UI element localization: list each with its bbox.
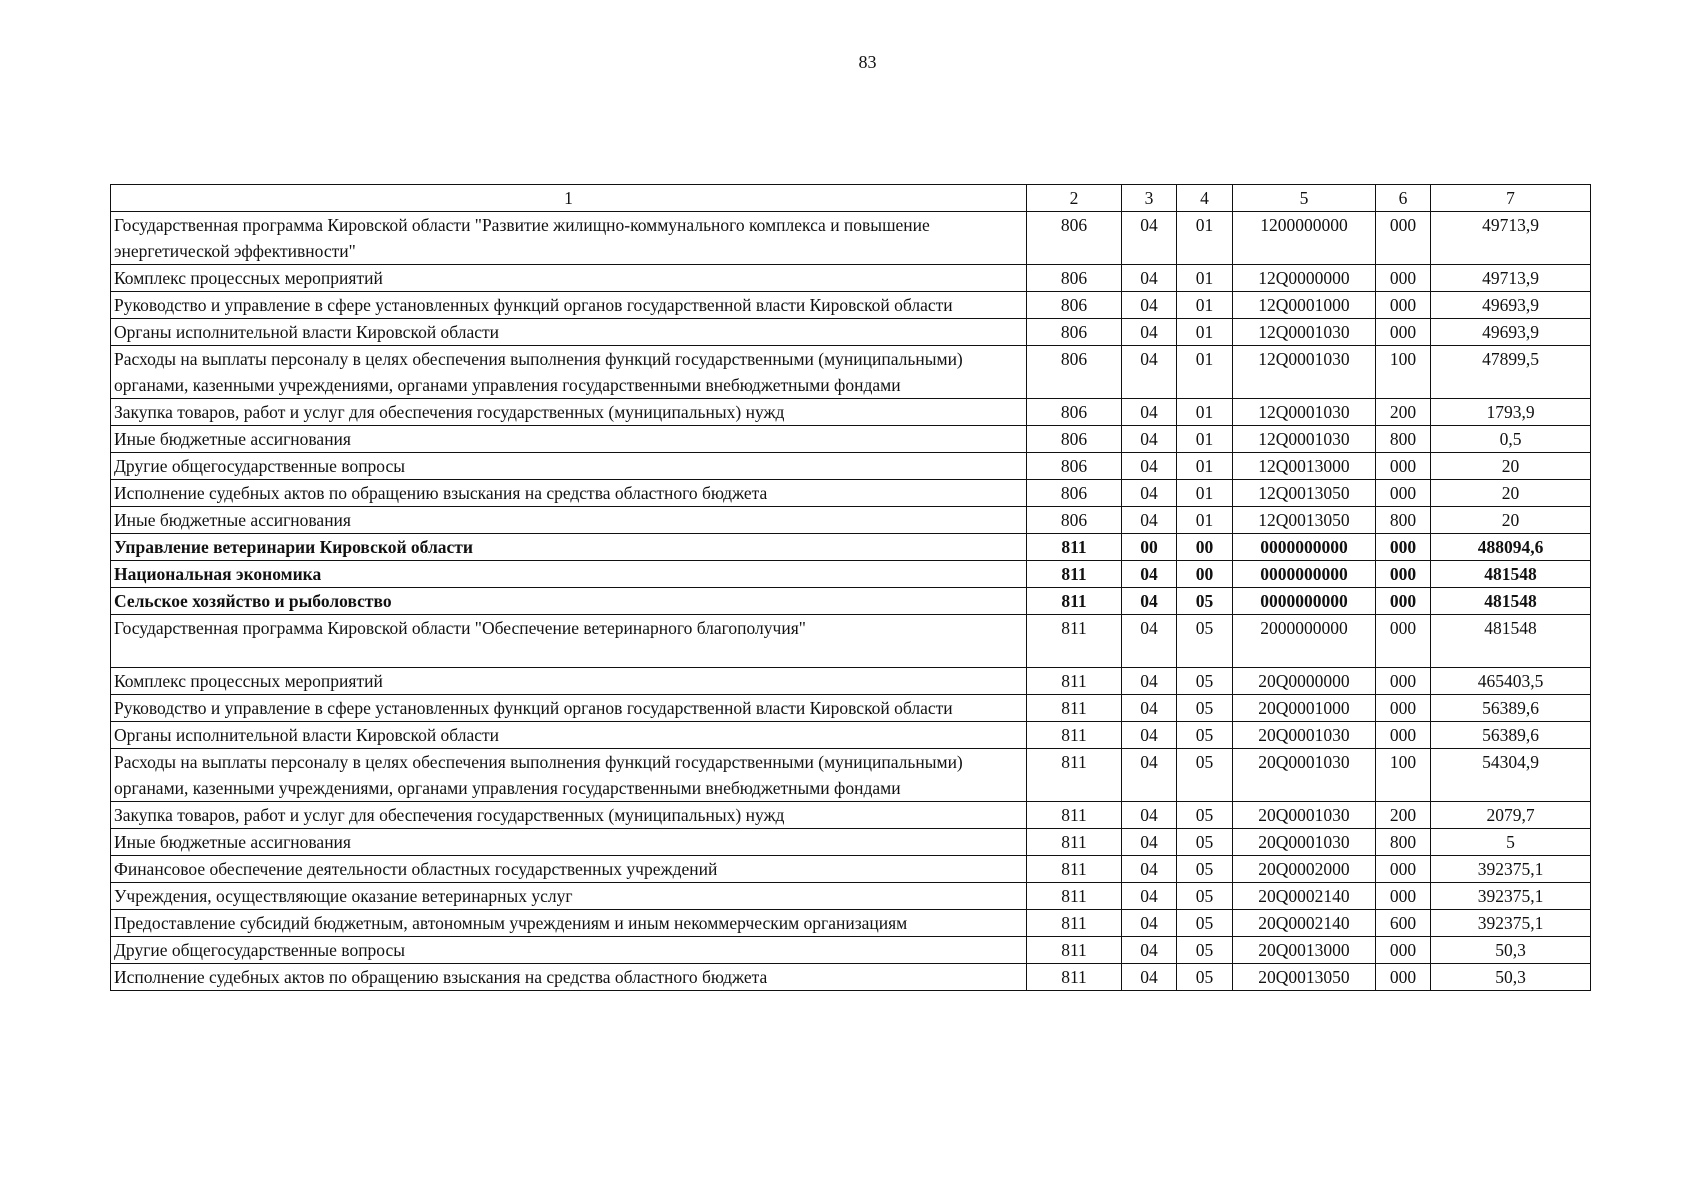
row-subsection: 00: [1177, 534, 1233, 561]
row-amount: 2079,7: [1431, 802, 1591, 829]
table-body: [111, 212, 1591, 991]
row-ministry-code: 811: [1027, 695, 1122, 722]
row-name: Другие общегосударственные вопросы: [111, 453, 1027, 480]
row-section: 04: [1122, 480, 1177, 507]
row-target-article: 12Q0001030: [1233, 426, 1376, 453]
row-expense-type: 100: [1376, 749, 1431, 802]
row-name: Управление ветеринарии Кировской области: [111, 534, 1027, 561]
table-row: [111, 534, 1591, 561]
row-expense-type: 000: [1376, 588, 1431, 615]
row-ministry-code: 806: [1027, 265, 1122, 292]
row-subsection: 01: [1177, 319, 1233, 346]
row-amount: 47899,5: [1431, 346, 1591, 399]
row-amount: 20: [1431, 480, 1591, 507]
row-ministry-code: 806: [1027, 480, 1122, 507]
table-row: [111, 615, 1591, 668]
row-amount: 392375,1: [1431, 856, 1591, 883]
row-target-article: 20Q0002140: [1233, 883, 1376, 910]
row-expense-type: 100: [1376, 346, 1431, 399]
row-subsection: 01: [1177, 292, 1233, 319]
table-row: [111, 212, 1591, 265]
row-subsection: 05: [1177, 937, 1233, 964]
row-section: 04: [1122, 212, 1177, 265]
row-amount: 488094,6: [1431, 534, 1591, 561]
row-expense-type: 000: [1376, 964, 1431, 991]
row-name: Предоставление субсидий бюджетным, автономным учреждениям и иным некоммерческим организациям: [111, 910, 1027, 937]
row-target-article: 20Q0001030: [1233, 802, 1376, 829]
row-name: Расходы на выплаты персоналу в целях обеспечения выполнения функций государственными (муниципальными) органами, казенными учреждениями, органами управления государственными внебюджетными фондами: [111, 346, 1027, 399]
row-name: Другие общегосударственные вопросы: [111, 937, 1027, 964]
row-name: Сельское хозяйство и рыболовство: [111, 588, 1027, 615]
row-amount: 481548: [1431, 615, 1591, 668]
row-ministry-code: 806: [1027, 319, 1122, 346]
row-subsection: 05: [1177, 964, 1233, 991]
row-ministry-code: 811: [1027, 749, 1122, 802]
row-section: 04: [1122, 265, 1177, 292]
row-expense-type: 200: [1376, 399, 1431, 426]
row-ministry-code: 811: [1027, 722, 1122, 749]
row-expense-type: 000: [1376, 453, 1431, 480]
row-target-article: 20Q0002000: [1233, 856, 1376, 883]
row-subsection: 01: [1177, 453, 1233, 480]
header-col-2: 2: [1027, 185, 1122, 212]
row-name: Финансовое обеспечение деятельности областных государственных учреждений: [111, 856, 1027, 883]
row-amount: 465403,5: [1431, 668, 1591, 695]
table-row: [111, 588, 1591, 615]
row-name: Национальная экономика: [111, 561, 1027, 588]
row-ministry-code: 811: [1027, 856, 1122, 883]
table-row: [111, 937, 1591, 964]
row-amount: 1793,9: [1431, 399, 1591, 426]
row-expense-type: 000: [1376, 561, 1431, 588]
table-row: [111, 722, 1591, 749]
row-section: 04: [1122, 292, 1177, 319]
row-ministry-code: 811: [1027, 668, 1122, 695]
row-ministry-code: 811: [1027, 802, 1122, 829]
row-expense-type: 000: [1376, 722, 1431, 749]
row-section: 04: [1122, 937, 1177, 964]
row-target-article: 12Q0001030: [1233, 346, 1376, 399]
row-name: Закупка товаров, работ и услуг для обеспечения государственных (муниципальных) нужд: [111, 399, 1027, 426]
table-row: [111, 668, 1591, 695]
row-target-article: 12Q0000000: [1233, 265, 1376, 292]
row-section: 04: [1122, 426, 1177, 453]
row-ministry-code: 811: [1027, 561, 1122, 588]
row-name: Государственная программа Кировской области "Развитие жилищно-коммунального комплекса и повышение энергетической эффективности": [111, 212, 1027, 265]
page-number: 83: [858, 52, 877, 72]
row-section: 04: [1122, 829, 1177, 856]
table-row: [111, 453, 1591, 480]
row-target-article: 12Q0013000: [1233, 453, 1376, 480]
row-subsection: 01: [1177, 507, 1233, 534]
row-section: 04: [1122, 883, 1177, 910]
row-ministry-code: 806: [1027, 346, 1122, 399]
row-amount: 54304,9: [1431, 749, 1591, 802]
table-row: [111, 856, 1591, 883]
row-name: Руководство и управление в сфере установленных функций органов государственной власти Кировской области: [111, 292, 1027, 319]
row-amount: 56389,6: [1431, 722, 1591, 749]
table-row: [111, 399, 1591, 426]
row-amount: 49693,9: [1431, 292, 1591, 319]
row-subsection: 05: [1177, 588, 1233, 615]
row-name: Закупка товаров, работ и услуг для обеспечения государственных (муниципальных) нужд: [111, 802, 1027, 829]
header-col-4: 4: [1177, 185, 1233, 212]
row-section: 04: [1122, 561, 1177, 588]
row-subsection: 05: [1177, 802, 1233, 829]
row-ministry-code: 806: [1027, 399, 1122, 426]
row-name: Иные бюджетные ассигнования: [111, 426, 1027, 453]
row-target-article: 0000000000: [1233, 561, 1376, 588]
table-row: [111, 480, 1591, 507]
row-ministry-code: 806: [1027, 426, 1122, 453]
row-name: Комплекс процессных мероприятий: [111, 265, 1027, 292]
row-name: Исполнение судебных актов по обращению взыскания на средства областного бюджета: [111, 480, 1027, 507]
row-name: Исполнение судебных актов по обращению взыскания на средства областного бюджета: [111, 964, 1027, 991]
row-subsection: 00: [1177, 561, 1233, 588]
row-section: 04: [1122, 695, 1177, 722]
row-expense-type: 000: [1376, 292, 1431, 319]
row-subsection: 05: [1177, 722, 1233, 749]
row-subsection: 05: [1177, 910, 1233, 937]
row-ministry-code: 806: [1027, 212, 1122, 265]
row-target-article: 1200000000: [1233, 212, 1376, 265]
table-row: [111, 883, 1591, 910]
row-name: Органы исполнительной власти Кировской области: [111, 319, 1027, 346]
row-section: 04: [1122, 856, 1177, 883]
row-amount: 49713,9: [1431, 212, 1591, 265]
row-expense-type: 800: [1376, 426, 1431, 453]
row-ministry-code: 811: [1027, 588, 1122, 615]
row-subsection: 05: [1177, 615, 1233, 668]
table-row: [111, 346, 1591, 399]
row-expense-type: 000: [1376, 480, 1431, 507]
row-subsection: 01: [1177, 346, 1233, 399]
row-section: 04: [1122, 346, 1177, 399]
row-ministry-code: 806: [1027, 453, 1122, 480]
row-target-article: 20Q0013050: [1233, 964, 1376, 991]
row-ministry-code: 811: [1027, 615, 1122, 668]
row-amount: 50,3: [1431, 964, 1591, 991]
row-amount: 49713,9: [1431, 265, 1591, 292]
row-name: Комплекс процессных мероприятий: [111, 668, 1027, 695]
row-expense-type: 000: [1376, 937, 1431, 964]
row-name: Иные бюджетные ассигнования: [111, 507, 1027, 534]
row-target-article: 12Q0013050: [1233, 507, 1376, 534]
row-target-article: 0000000000: [1233, 588, 1376, 615]
row-amount: 50,3: [1431, 937, 1591, 964]
row-section: 04: [1122, 668, 1177, 695]
row-amount: 0,5: [1431, 426, 1591, 453]
row-amount: 20: [1431, 507, 1591, 534]
table-row: [111, 507, 1591, 534]
row-name: Государственная программа Кировской области "Обеспечение ветеринарного благополучия": [111, 615, 1027, 668]
row-expense-type: 000: [1376, 534, 1431, 561]
row-expense-type: 600: [1376, 910, 1431, 937]
row-ministry-code: 806: [1027, 507, 1122, 534]
row-section: 00: [1122, 534, 1177, 561]
row-target-article: 20Q0013000: [1233, 937, 1376, 964]
table-row: [111, 802, 1591, 829]
row-subsection: 05: [1177, 883, 1233, 910]
row-expense-type: 000: [1376, 668, 1431, 695]
table-row: [111, 749, 1591, 802]
header-col-3: 3: [1122, 185, 1177, 212]
row-expense-type: 000: [1376, 856, 1431, 883]
table-row: [111, 426, 1591, 453]
row-target-article: 12Q0013050: [1233, 480, 1376, 507]
row-section: 04: [1122, 964, 1177, 991]
row-section: 04: [1122, 319, 1177, 346]
row-amount: 49693,9: [1431, 319, 1591, 346]
row-ministry-code: 811: [1027, 883, 1122, 910]
row-expense-type: 000: [1376, 883, 1431, 910]
table-row: [111, 695, 1591, 722]
row-target-article: 20Q0001030: [1233, 722, 1376, 749]
row-section: 04: [1122, 588, 1177, 615]
row-amount: 392375,1: [1431, 910, 1591, 937]
row-section: 04: [1122, 615, 1177, 668]
row-target-article: 20Q0001030: [1233, 749, 1376, 802]
row-ministry-code: 811: [1027, 534, 1122, 561]
row-subsection: 01: [1177, 399, 1233, 426]
row-target-article: 0000000000: [1233, 534, 1376, 561]
row-target-article: 12Q0001030: [1233, 319, 1376, 346]
row-ministry-code: 811: [1027, 937, 1122, 964]
header-col-5: 5: [1233, 185, 1376, 212]
row-name: Расходы на выплаты персоналу в целях обеспечения выполнения функций государственными (муниципальными) органами, казенными учреждениями, органами управления государственными внебюджетными фондами: [111, 749, 1027, 802]
row-expense-type: 000: [1376, 615, 1431, 668]
header-col-7: 7: [1431, 185, 1591, 212]
table-row: [111, 561, 1591, 588]
row-target-article: 12Q0001000: [1233, 292, 1376, 319]
row-subsection: 05: [1177, 668, 1233, 695]
row-expense-type: 800: [1376, 829, 1431, 856]
row-ministry-code: 811: [1027, 910, 1122, 937]
row-subsection: 05: [1177, 856, 1233, 883]
row-ministry-code: 811: [1027, 829, 1122, 856]
table-row: [111, 319, 1591, 346]
row-name: Учреждения, осуществляющие оказание ветеринарных услуг: [111, 883, 1027, 910]
row-subsection: 01: [1177, 480, 1233, 507]
row-target-article: 20Q0002140: [1233, 910, 1376, 937]
row-subsection: 05: [1177, 829, 1233, 856]
row-name: Иные бюджетные ассигнования: [111, 829, 1027, 856]
table-row: [111, 910, 1591, 937]
table-row: [111, 829, 1591, 856]
table-row: [111, 964, 1591, 991]
row-subsection: 01: [1177, 265, 1233, 292]
budget-table: [110, 184, 1591, 991]
row-amount: 20: [1431, 453, 1591, 480]
row-name: Руководство и управление в сфере установленных функций органов государственной власти Кировской области: [111, 695, 1027, 722]
row-section: 04: [1122, 910, 1177, 937]
row-section: 04: [1122, 453, 1177, 480]
row-target-article: 2000000000: [1233, 615, 1376, 668]
row-amount: 5: [1431, 829, 1591, 856]
row-section: 04: [1122, 802, 1177, 829]
header-col-1: 1: [111, 185, 1027, 212]
row-expense-type: 800: [1376, 507, 1431, 534]
row-target-article: 20Q0001000: [1233, 695, 1376, 722]
row-ministry-code: 806: [1027, 292, 1122, 319]
row-section: 04: [1122, 749, 1177, 802]
row-subsection: 05: [1177, 749, 1233, 802]
table-row: [111, 265, 1591, 292]
row-expense-type: 000: [1376, 319, 1431, 346]
row-section: 04: [1122, 399, 1177, 426]
row-amount: 56389,6: [1431, 695, 1591, 722]
row-name: Органы исполнительной власти Кировской области: [111, 722, 1027, 749]
row-section: 04: [1122, 722, 1177, 749]
row-expense-type: 000: [1376, 695, 1431, 722]
row-target-article: 20Q0001030: [1233, 829, 1376, 856]
table-header-row: [111, 185, 1591, 212]
row-amount: 481548: [1431, 588, 1591, 615]
row-amount: 392375,1: [1431, 883, 1591, 910]
row-expense-type: 000: [1376, 265, 1431, 292]
table-row: [111, 292, 1591, 319]
row-expense-type: 200: [1376, 802, 1431, 829]
row-section: 04: [1122, 507, 1177, 534]
row-target-article: 12Q0001030: [1233, 399, 1376, 426]
header-col-6: 6: [1376, 185, 1431, 212]
row-amount: 481548: [1431, 561, 1591, 588]
row-target-article: 20Q0000000: [1233, 668, 1376, 695]
row-subsection: 01: [1177, 212, 1233, 265]
row-expense-type: 000: [1376, 212, 1431, 265]
row-subsection: 05: [1177, 695, 1233, 722]
row-subsection: 01: [1177, 426, 1233, 453]
row-ministry-code: 811: [1027, 964, 1122, 991]
